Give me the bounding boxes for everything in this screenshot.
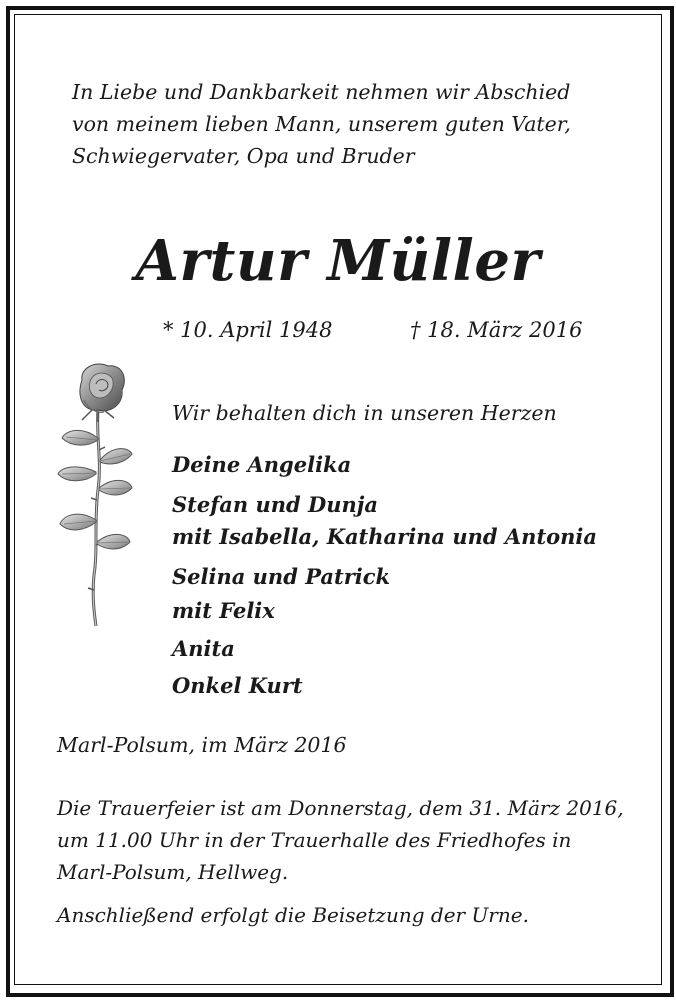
family-entry: Anita — [172, 636, 235, 661]
intro-line: Schwiegervater, Opa und Bruder — [72, 144, 415, 168]
ceremony-info — [57, 792, 624, 888]
rose-icon — [52, 360, 140, 630]
deceased-name: Artur Müller — [135, 228, 541, 294]
birth-date: * 10. April 1948 — [163, 318, 333, 342]
family-entry: Deine Angelika — [172, 452, 352, 477]
intro-text — [72, 76, 571, 172]
family-entry: Onkel Kurt — [172, 673, 303, 698]
family-entry: mit Isabella, Katharina und Antonia — [172, 524, 598, 549]
ceremony-line: um 11.00 Uhr in der Trauerhalle des Friedhofes in — [57, 828, 572, 852]
ceremony-line: Die Trauerfeier ist am Donnerstag, dem 31. März 2016, — [57, 796, 624, 820]
place-date: Marl-Polsum, im März 2016 — [57, 733, 347, 757]
family-entry: Selina und Patrick — [172, 564, 391, 589]
intro-line: von meinem lieben Mann, unserem guten Vater, — [72, 112, 571, 136]
motto: Wir behalten dich in unseren Herzen — [172, 401, 557, 425]
death-date: † 18. März 2016 — [410, 318, 583, 342]
family-entry: Stefan und Dunja — [172, 492, 378, 517]
burial-note: Anschließend erfolgt die Beisetzung der Urne. — [57, 903, 529, 927]
intro-line: In Liebe und Dankbarkeit nehmen wir Abschied — [72, 80, 571, 104]
family-entry: mit Felix — [172, 598, 275, 623]
ceremony-line: Marl-Polsum, Hellweg. — [57, 860, 289, 884]
